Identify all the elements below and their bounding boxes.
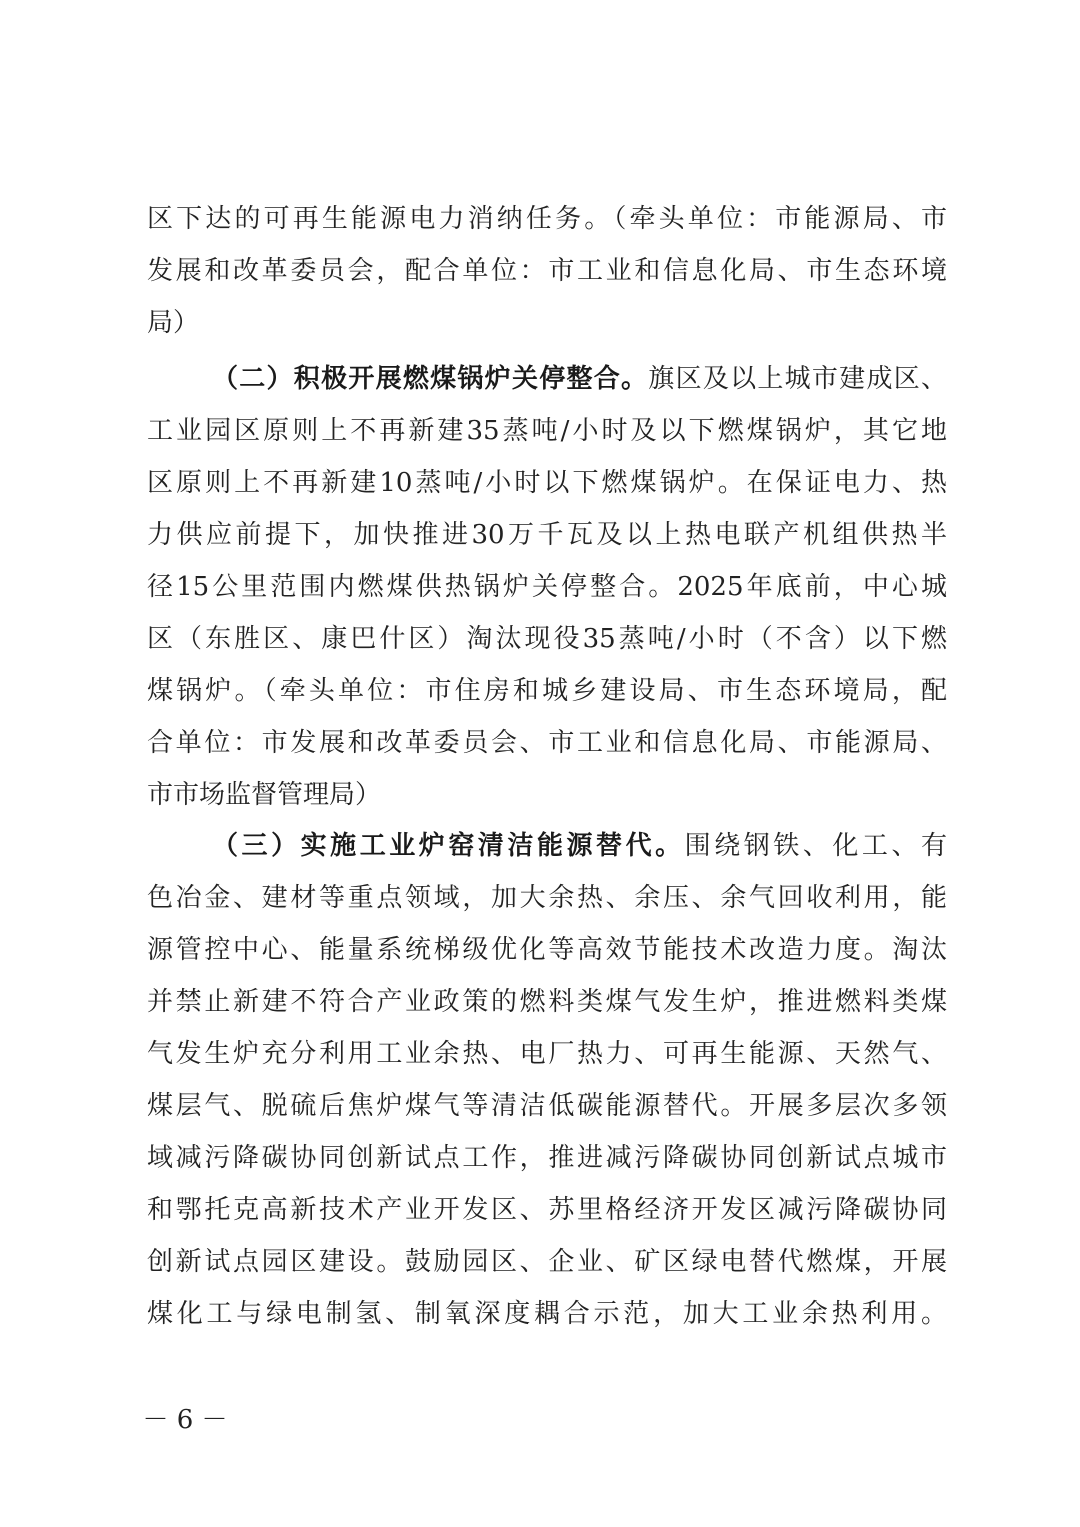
body-line-14: 色冶金、建材等重点领域，加大余热、余压、余气回收利用，能: [147, 883, 947, 913]
section-2-lead-text: 旗区及以上城市建成区、: [648, 364, 947, 394]
body-line-6: 区原则上不再新建10蒸吨/小时以下燃煤锅炉。在保证电力、热: [147, 468, 947, 498]
body-line-16: 并禁止新建不符合产业政策的燃料类煤气发生炉，推进燃料类煤: [147, 987, 947, 1017]
page-number: － 6 －: [142, 1405, 228, 1435]
body-line-8: 径15公里范围内燃煤供热锅炉关停整合。2025年底前，中心城: [147, 572, 947, 602]
body-line-1: 区下达的可再生能源电力消纳任务。（牵头单位：市能源局、市: [147, 204, 947, 234]
body-line-9: 区（东胜区、康巴什区）淘汰现役35蒸吨/小时（不含）以下燃: [147, 624, 947, 654]
body-line-7: 力供应前提下，加快推进30万千瓦及以上热电联产机组供热半: [147, 520, 947, 550]
section-3-first-line: [212, 820, 947, 872]
section-2-heading: （二）积极开展燃煤锅炉关停整合。: [212, 364, 649, 394]
body-line-20: 和鄂托克高新技术产业开发区、苏里格经济开发区减污降碳协同: [147, 1195, 947, 1225]
body-line-3: 局）: [147, 308, 200, 338]
section-3-lead-text: 围绕钢铁、化工、有: [684, 831, 947, 861]
body-line-5: 工业园区原则上不再新建35蒸吨/小时及以下燃煤锅炉，其它地: [147, 416, 947, 446]
body-line-17: 气发生炉充分利用工业余热、电厂热力、可再生能源、天然气、: [147, 1039, 947, 1069]
body-line-21: 创新试点园区建设。鼓励园区、企业、矿区绿电替代燃煤，开展: [147, 1247, 947, 1277]
section-2-first-line: [212, 353, 947, 405]
body-line-18: 煤层气、脱硫后焦炉煤气等清洁低碳能源替代。开展多层次多领: [147, 1091, 947, 1121]
body-line-15: 源管控中心、能量系统梯级优化等高效节能技术改造力度。淘汰: [147, 935, 947, 965]
body-line-10: 煤锅炉。（牵头单位：市住房和城乡建设局、市生态环境局，配: [147, 676, 947, 706]
body-line-22: 煤化工与绿电制氢、制氧深度耦合示范，加大工业余热利用。: [147, 1299, 947, 1329]
body-line-19: 域减污降碳协同创新试点工作，推进减污降碳协同创新试点城市: [147, 1143, 947, 1173]
section-3-heading: （三）实施工业炉窑清洁能源替代。: [212, 831, 685, 861]
body-line-11: 合单位：市发展和改革委员会、市工业和信息化局、市能源局、: [147, 728, 947, 758]
body-line-12: 市市场监督管理局）: [147, 780, 382, 810]
body-line-2: 发展和改革委员会，配合单位：市工业和信息化局、市生态环境: [147, 256, 947, 286]
